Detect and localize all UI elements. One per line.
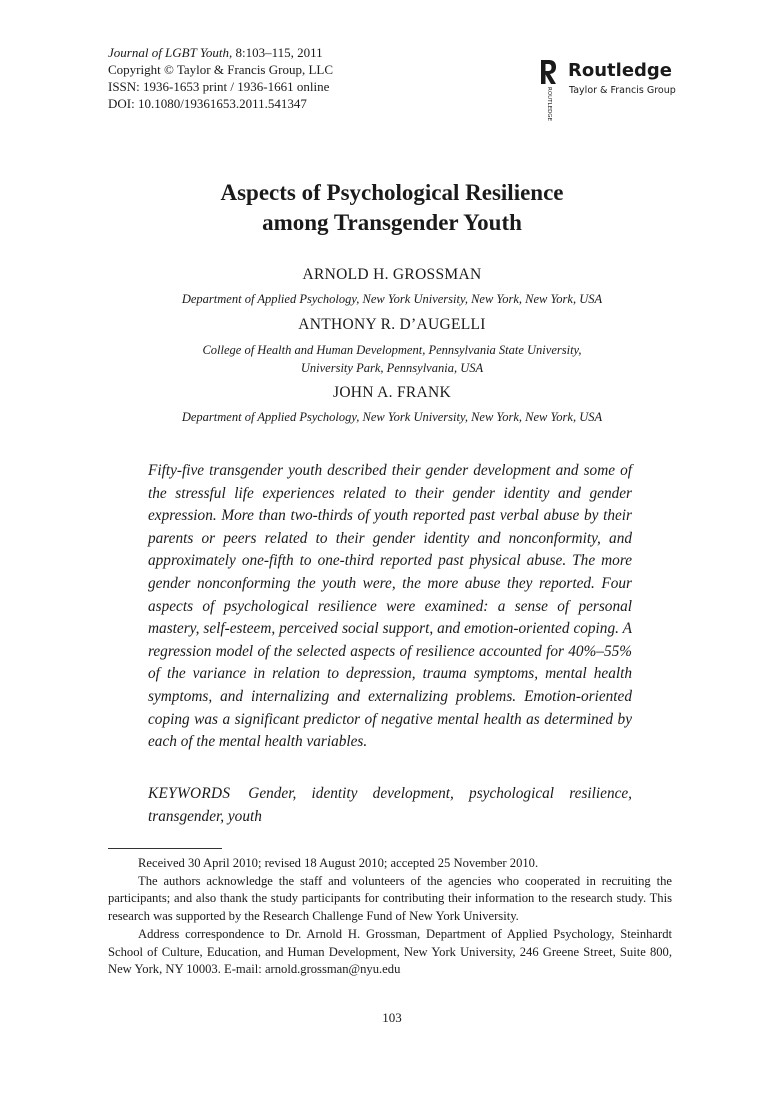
author-name: JOHN A. FRANK bbox=[332, 384, 451, 401]
logo-mark-text: ROUTLEDGE bbox=[546, 87, 552, 122]
journal-name: Journal of LGBT Youth bbox=[108, 45, 230, 60]
page-number: 103 bbox=[382, 1010, 402, 1025]
paper-title bbox=[0, 178, 784, 238]
author-affiliation: Department of Applied Psychology, New York University, New York, New York, USA bbox=[181, 410, 603, 424]
copyright-line: Copyright © Taylor & Francis Group, LLC bbox=[108, 62, 334, 77]
issn-line: ISSN: 1936-1653 print / 1936-1661 online bbox=[108, 79, 330, 94]
doi-line: DOI: 10.1080/19361653.2011.541347 bbox=[108, 96, 307, 111]
keywords-text: Gender, identity development, psychological resilience, transgender, youth bbox=[148, 785, 632, 825]
journal-citation bbox=[108, 44, 333, 61]
journal-issue: , 8:103–115, 2011 bbox=[229, 45, 323, 60]
routledge-r-icon bbox=[538, 58, 558, 122]
abstract: Fifty-five transgender youth described their gender development and some of the stressful life experiences related to their gender identity and gender expression. More than two-thirds of youth reported past verbal abuse by their parents or peers related to their gender identity and nonconformity, and approximately one-fifth to one-third reported past physical abuse. The more gender nonconforming the youth were, the more abuse they reported. Four aspects of psychological resilience were examined: a sense of personal mastery, self-esteem, perceived social support, and emotion-oriented coping. A regression model of the selected aspects of resilience accounted for 40%–55% of the variance in relation to depression, trauma symptoms, mental health symptoms, and internalizing and externalizing problems. Emotion-oriented coping was a significant predictor of negative mental health as determined by each of the mental health variables. bbox=[148, 462, 632, 751]
title-line-2: among Transgender Youth bbox=[262, 210, 522, 235]
publisher-logo bbox=[538, 58, 678, 122]
publisher-tagline: Taylor & Francis Group bbox=[569, 85, 676, 96]
author-name: ANTHONY R. D’AUGELLI bbox=[298, 316, 486, 333]
footnote-correspondence: Address correspondence to Dr. Arnold H. Grossman, Department of Applied Psychology, Steinhardt School of Culture, Education, and Human Development, New York University, 246 Greene Street, Suite 800, New York, NY 10003. E-mail: arnold.grossman@nyu.edu bbox=[108, 926, 672, 977]
journal-info bbox=[108, 44, 333, 112]
author-name: ARNOLD H. GROSSMAN bbox=[302, 266, 482, 283]
footnote-rule bbox=[108, 848, 222, 849]
title-line-1: Aspects of Psychological Resilience bbox=[220, 180, 564, 205]
footnotes bbox=[108, 855, 672, 979]
keywords-label: KEYWORDS bbox=[148, 785, 231, 802]
keywords bbox=[148, 782, 632, 828]
author-affiliation: University Park, Pennsylvania, USA bbox=[300, 361, 484, 375]
author-affiliation: Department of Applied Psychology, New York University, New York, New York, USA bbox=[181, 292, 603, 306]
publisher-brand: Routledge bbox=[568, 60, 673, 81]
footnote-acknowledgment: The authors acknowledge the staff and volunteers of the agencies who cooperated in recruiting the participants; and also thank the study participants for contributing their information to the research study. This research was supported by the Research Challenge Fund of New York University. bbox=[108, 873, 672, 924]
author-affiliation: College of Health and Human Development, Pennsylvania State University, bbox=[202, 343, 582, 357]
footnote-received: Received 30 April 2010; revised 18 August 2010; accepted 25 November 2010. bbox=[138, 856, 539, 870]
